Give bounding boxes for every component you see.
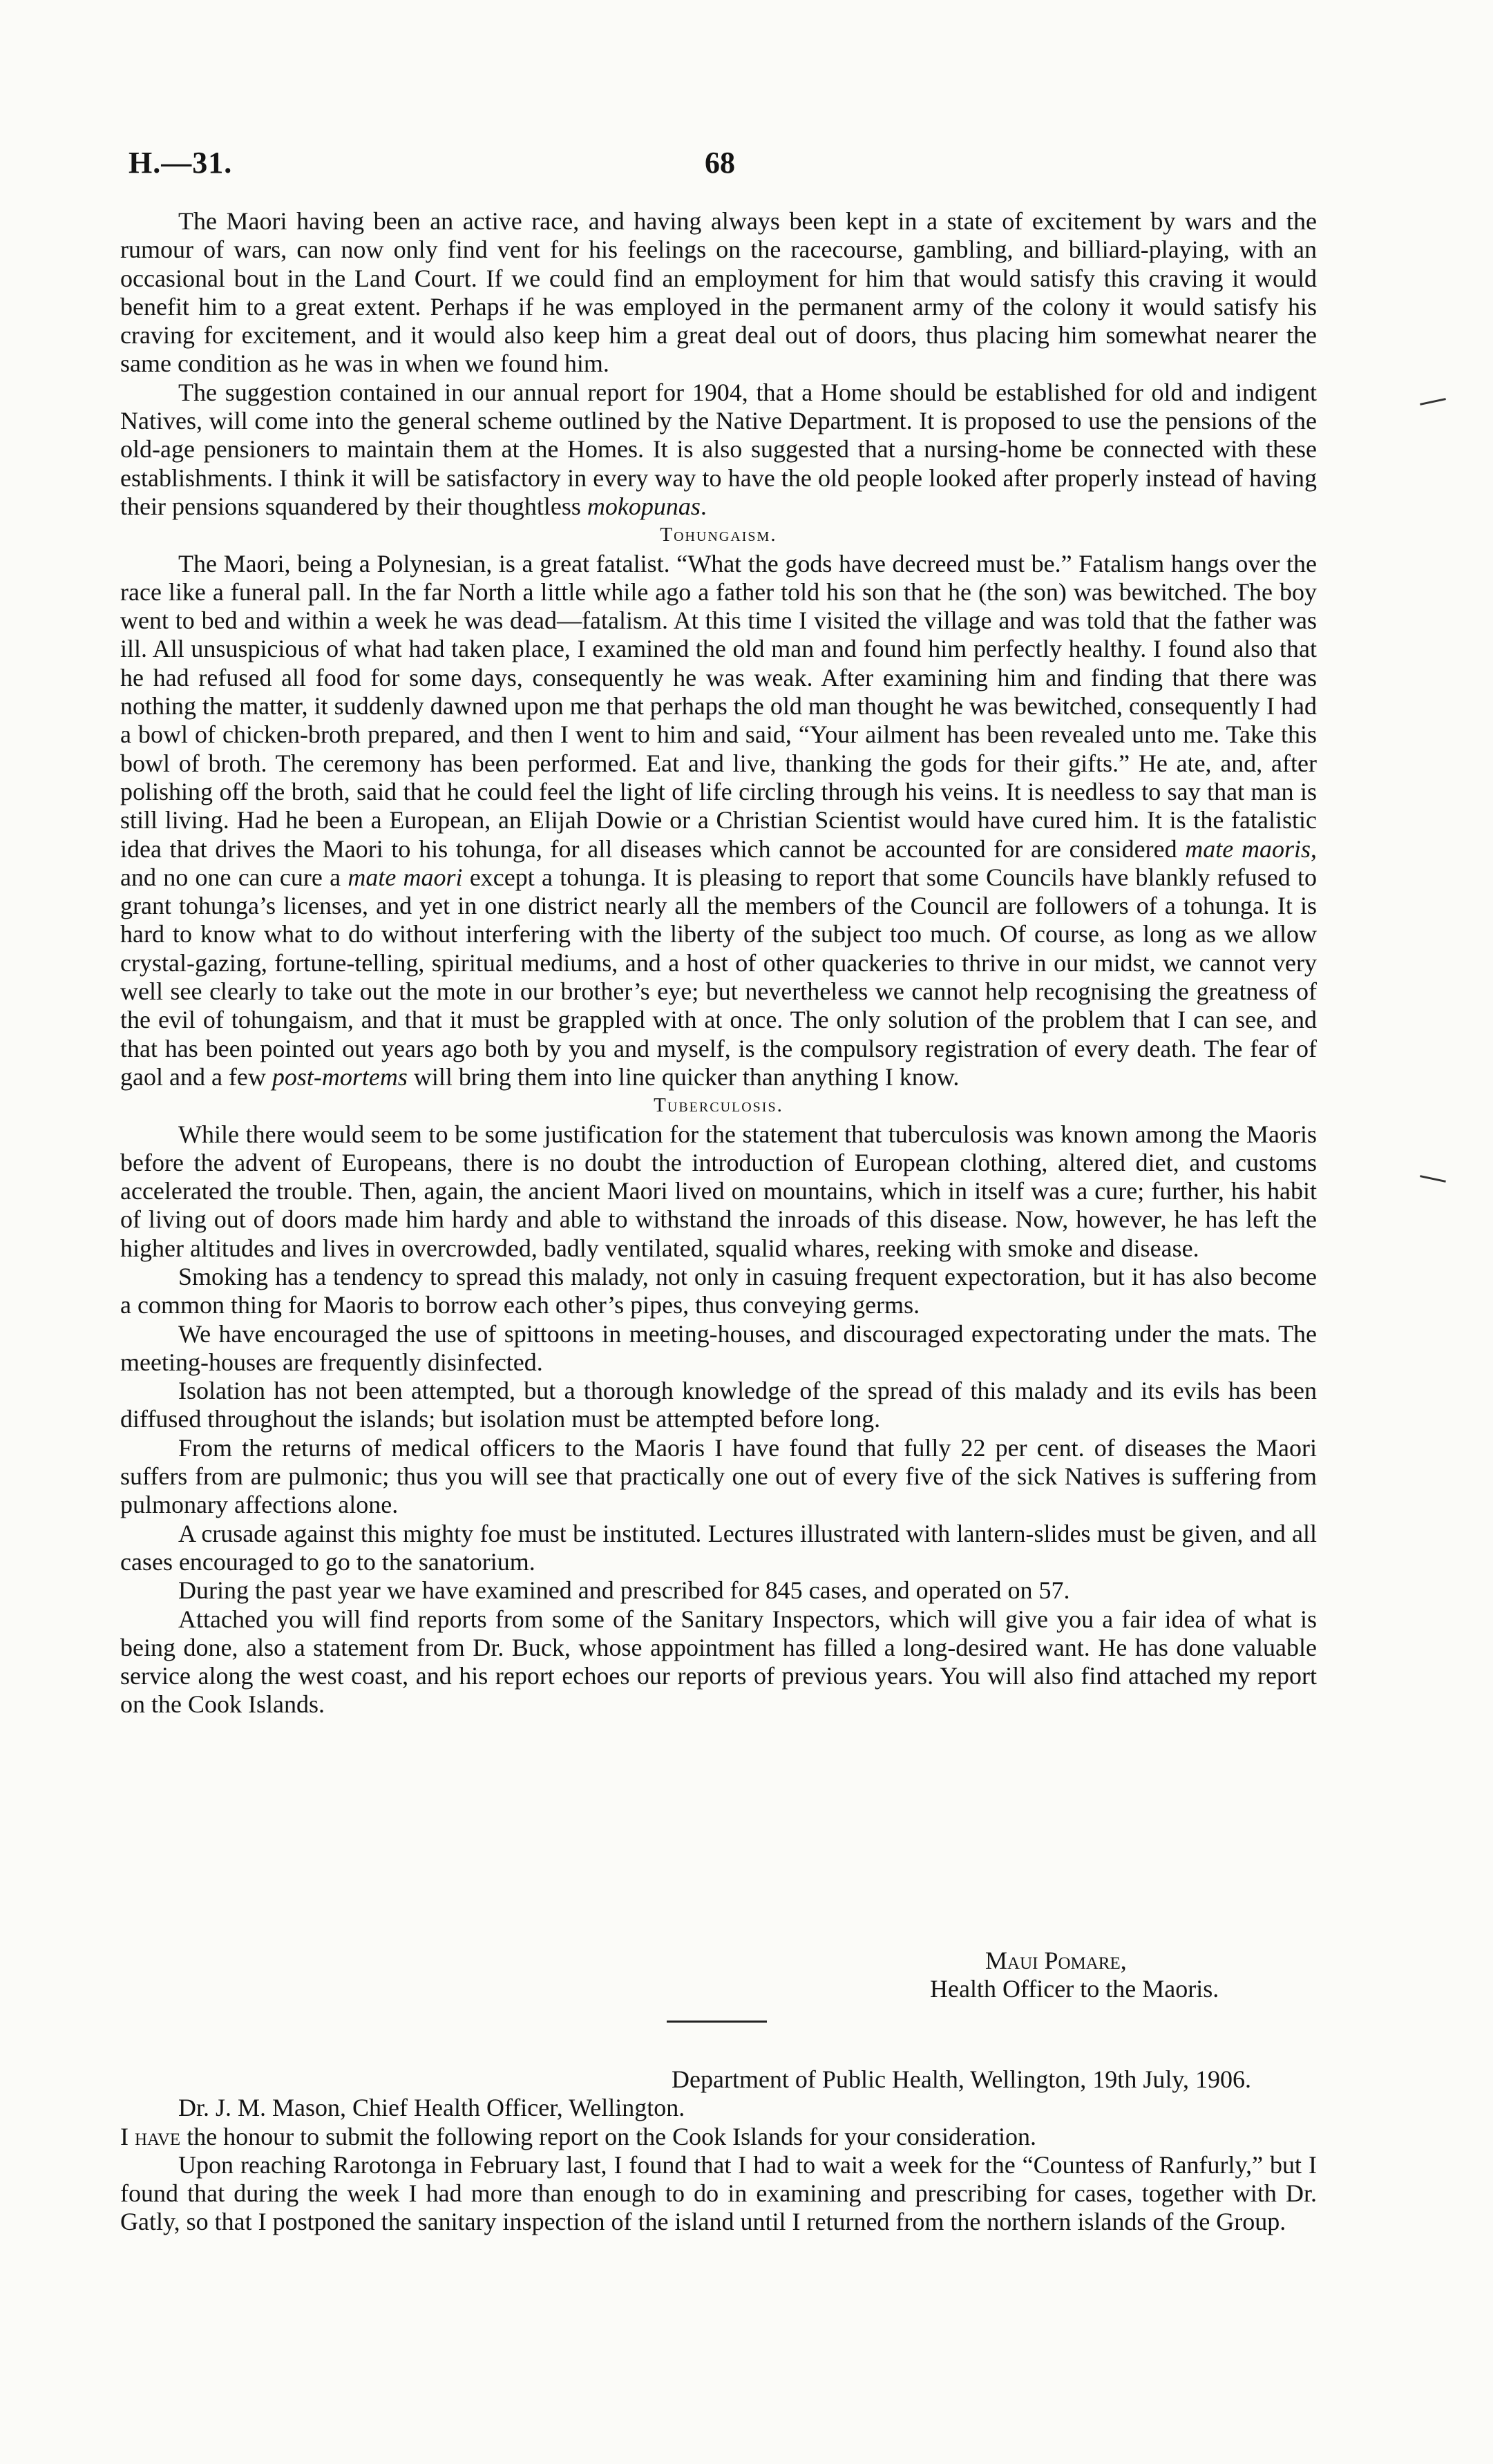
letter-addressee: Dr. J. M. Mason, Chief Health Officer, Wellington. [178, 2094, 685, 2122]
italic-term: post-mortems [272, 1062, 408, 1091]
intro-paragraph-1: The Maori having been an active race, and having always been kept in a state of excitement by wars and the rumour of wars, can now only find vent for his feelings on the racecourse, gambling, and billiard-playing, with an occasional bout in the Land Court. If we could find an employment for him that would satisfy this craving it would benefit him to a great extent. Perhaps if he was employed in the permanent army of the colony it would satisfy his craving for excitement, and it would also keep him a great deal out of doors, thus placing him somewhat nearer the same condition as he was in when we found him. [120, 207, 1317, 378]
margin-mark [1420, 398, 1446, 405]
margin-mark [1420, 1175, 1446, 1183]
tuberculosis-paragraph: We have encouraged the use of spittoons in meeting-houses, and discouraged expectorating under the mats. The meeting-houses are frequently disinfected. [120, 1319, 1317, 1376]
signature-block [930, 1947, 1317, 2004]
italic-term: mate maoris [1185, 834, 1311, 863]
tuberculosis-paragraph: During the past year we have examined and prescribed for 845 cases, and operated on 57. [178, 1576, 1070, 1605]
letter-paragraph-2: Upon reaching Rarotonga in February last, I found that I had to wait a week for the “Countess of Ranfurly,” but I found that during the week I had more than enough to do in examining and prescribing for cases, together with Dr. Gatly, so that I postponed the sanitary inspection of the island until I returned from the northern islands of the Group. [120, 2150, 1317, 2236]
tuberculosis-paragraph: While there would seem to be some justification for the statement that tuberculosis was known among the Maoris before the advent of Europeans, there is no doubt the introduction of European clothing, altered diet, and customs accelerated the trouble. Then, again, the ancient Maori lived on mountains, which in itself was a cure; further, his habit of living out of doors made him hardy and able to withstand the inroads of this disease. Now, however, he has left the higher altitudes and lives in overcrowded, badly ventilated, squalid whares, reeking with smoke and disease. [120, 1120, 1317, 1262]
section-heading-tuberculosis: Tuberculosis. [654, 1094, 783, 1117]
cook-islands-letter [120, 2065, 1317, 2237]
signatory-name: Maui Pomare, [985, 1947, 1127, 1974]
tuberculosis-paragraph: A crusade against this mighty foe must be instituted. Lectures illustrated with lantern-slides must be given, and all cases encouraged to go to the sanatorium. [120, 1519, 1317, 1576]
page-number: 68 [705, 146, 735, 180]
tuberculosis-paragraph: Attached you will find reports from some of the Sanitary Inspectors, which will give you a fair idea of what is being done, also a statement from Dr. Buck, whose appointment has filled a long-desired want. He has done valuable service along the west coast, and his report echoes our reports of previous years. You will also find attached my report on the Cook Islands. [120, 1605, 1317, 1719]
italic-term: mokopunas [587, 492, 701, 520]
tohungaism-paragraph: The Maori, being a Polynesian, is a great fatalist. “What the gods have decreed must be.” Fatalism hangs over the race like a funeral pall. In the far North a little while ago a father told his son that he (the son) was bewitched. The boy went to bed and within a week he was dead—fatalism. At this time I visited the village and was told that the father was ill. All unsuspicious of what had taken place, I examined the old man and found him perfectly healthy. I found also that he had refused all food for some days, consequently he was weak. After examining him and finding that there was nothing the matter, it suddenly dawned upon me that perhaps the old man thought he was bewitched, consequently I had a bowl of chicken-broth prepared, and then I went to him and said, “Your ailment has been revealed unto me. Take this bowl of broth. The ceremony has been performed. Eat and live, thanking the gods for their gifts.” He ate, and, after polishing off the broth, said that he could feel the light of life circling through his veins. It is needless to say that man is still living. Had he been a European, an Elijah Dowie or a Christian Scientist would have cured him. It is the fatalistic idea that drives the Maori to his tohunga, for all diseases which cannot be accounted for are considered mate maoris, and no one can cure a mate maori except a tohunga. It is pleasing to report that some Councils have blankly refused to grant tohunga’s licenses, and yet in one district nearly all the members of the Council are followers of a tohunga. It is hard to know what to do without interfering with the liberty of the subject too much. Of course, as long as we allow crystal-gazing, fortune-telling, spiritual mediums, and a host of other quackeries to thrive in our midst, we cannot very well see clearly to take out the mote in our brother’s eye; but nevertheless we cannot help recognising the greatness of the evil of tohungaism, and that it must be grappled with at once. The only solution of the problem that I can see, and that has been pointed out years ago both by you and myself, is the compulsory registration of every death. The fear of gaol and a few post-mortems will bring them into line quicker than anything I know. [120, 549, 1317, 1091]
signatory-title: Health Officer to the Maoris. [930, 1975, 1219, 2003]
italic-term: mate maori [348, 863, 463, 891]
section-heading-tohungaism: Tohungaism. [660, 524, 777, 546]
tuberculosis-paragraph: Isolation has not been attempted, but a thorough knowledge of the spread of this malady and its evils has been diffused throughout the islands; but isolation must be attempted before long. [120, 1377, 1317, 1433]
parliamentary-paper-reference: H.—31. [129, 146, 233, 180]
intro-paragraph-2: The suggestion contained in our annual report for 1904, that a Home should be established for old and indigent Natives, will come into the general scheme outlined by the Native Department. It is proposed to use the pensions of the old-age pensioners to maintain them at the Homes. It is also suggested that a nursing-home be connected with these establishments. I think it will be satisfactory in every way to have the old people looked after properly instead of having their pensions squandered by their thoughtless mokopunas. [120, 378, 1317, 520]
letter-paragraph-1: I have the honour to submit the following report on the Cook Islands for your consideration. [120, 2122, 1037, 2150]
tuberculosis-paragraph: Smoking has a tendency to spread this malady, not only in casuing frequent expectoration, but it has also become a common thing for Maoris to borrow each other’s pipes, thus conveying germs. [120, 1262, 1317, 1319]
tuberculosis-paragraph: From the returns of medical officers to the Maoris I have found that fully 22 per cent. of diseases the Maori suffers from are pulmonic; thus you will see that practically one out of every five of the sick Natives is suffering from pulmonary affections alone. [120, 1433, 1317, 1519]
letter-dateline: Department of Public Health, Wellington, 19th July, 1906. [672, 2065, 1251, 2093]
section-divider [667, 2021, 767, 2023]
report-body [120, 207, 1317, 1719]
